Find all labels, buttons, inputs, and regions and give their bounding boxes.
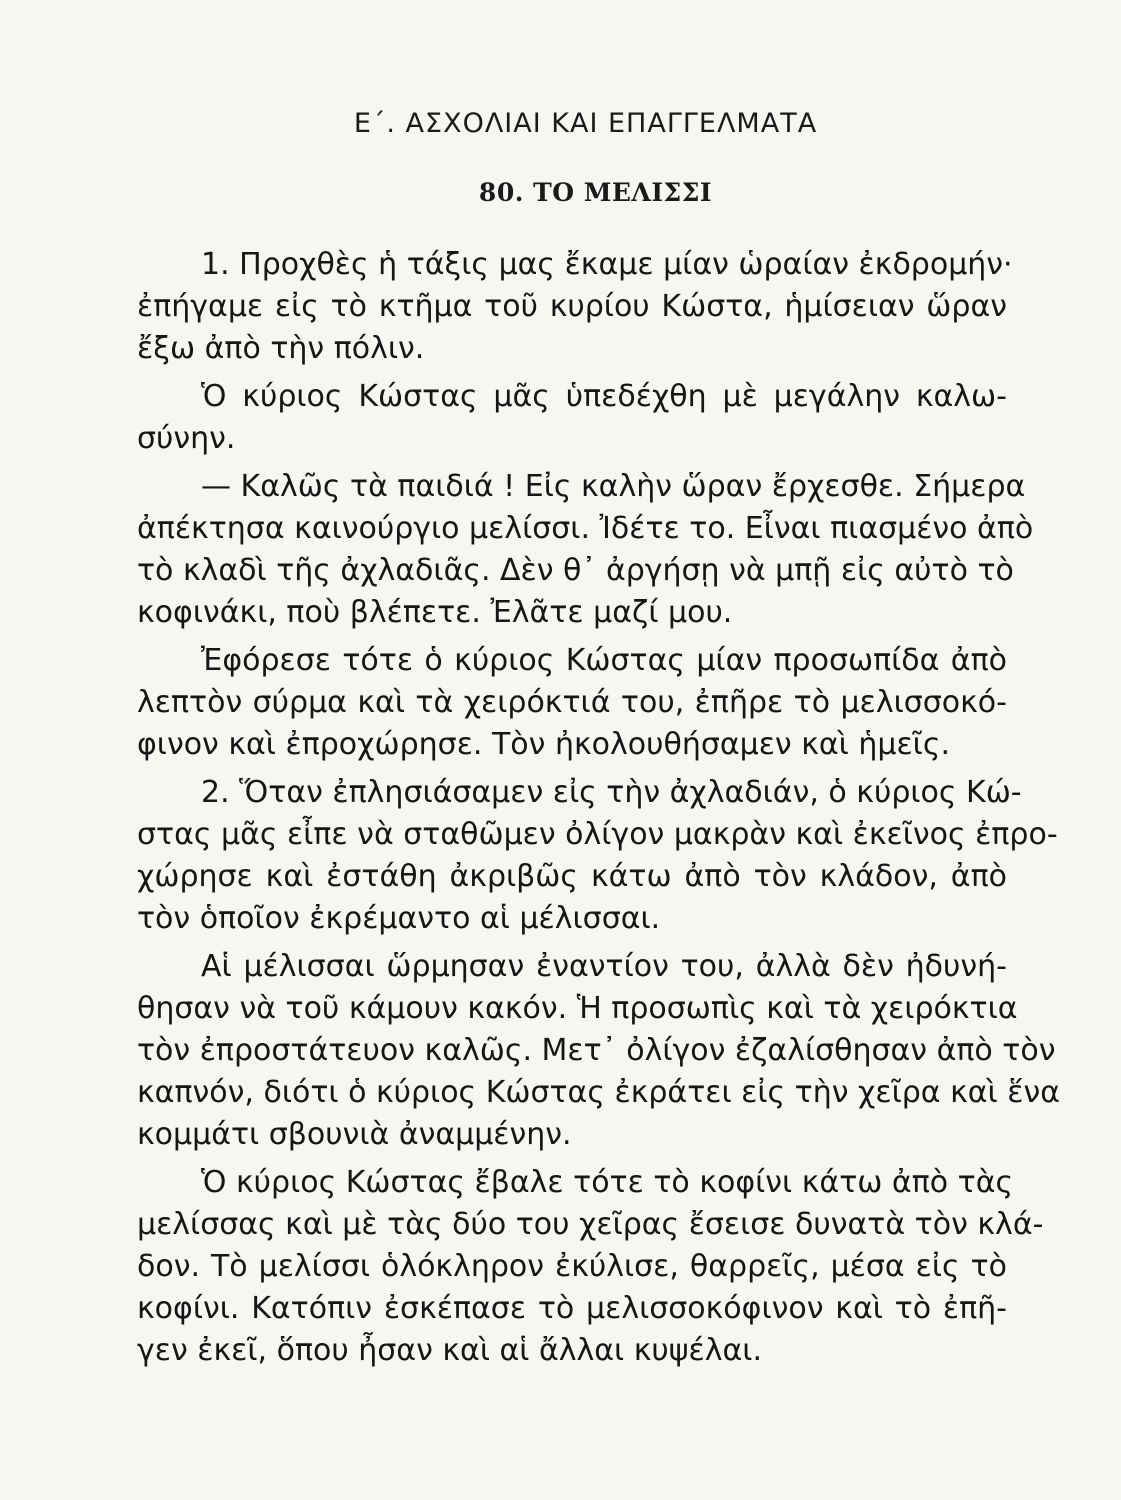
text-line: δον. Τὸ μελίσσι ὁλόκληρον ἐκύλισε, θαρρεῖς, μέσα εἰς τὸ <box>137 1249 1007 1284</box>
text-line: σύνην. <box>137 421 236 456</box>
text-line: Ἐφόρεσε τότε ὁ κύριος Κώστας μίαν προσωπίδα ἀπὸ <box>201 643 1007 678</box>
text-line: Ὁ κύριος Κώστας ἔβαλε τότε τὸ κοφίνι κάτω ἀπὸ τὰς <box>201 1165 1014 1200</box>
text-line: μελίσσας καὶ μὲ τὰς δύο του χεῖρας ἔσεισε δυνατὰ τὸν κλά- <box>137 1207 1044 1242</box>
text-line: τὸν ἐπροστάτευον καλῶς. Μετ᾽ ὀλίγον ἐζαλίσθησαν ἀπὸ τὸν <box>137 1033 1056 1068</box>
paragraph <box>137 640 1007 766</box>
section-title: Ε΄. ΑΣΧΟΛΙΑΙ ΚΑΙ ΕΠΑΓΓΕΛΜΑΤΑ <box>353 108 818 139</box>
text-line: ἐπήγαμε εἰς τὸ κτῆμα τοῦ κυρίου Κώστα, ἡμίσειαν ὥραν <box>137 289 1007 324</box>
paragraph <box>137 1162 1044 1372</box>
paragraph <box>137 946 1060 1156</box>
text-line: Αἱ μέλισσαι ὥρμησαν ἐναντίον του, ἀλλὰ δὲν ἠδυνή- <box>201 949 1007 984</box>
text-line: κοφινάκι, ποὺ βλέπετε. Ἐλᾶτε μαζί μου. <box>137 595 733 630</box>
body-text <box>137 244 1060 1372</box>
text-line: καπνόν, διότι ὁ κύριος Κώστας ἐκράτει εἰς τὴν χεῖρα καὶ ἕνα <box>137 1075 1060 1110</box>
text-line: κοφίνι. Κατόπιν ἐσκέπασε τὸ μελισσοκόφινον καὶ τὸ ἐπῆ- <box>137 1291 1007 1326</box>
text-line: τὸ κλαδὶ τῆς ἀχλαδιᾶς. Δὲν θ᾽ ἀργήσῃ νὰ μπῇ εἰς αὐτὸ τὸ <box>137 553 1014 588</box>
text-line: στας μᾶς εἶπε νὰ σταθῶμεν ὀλίγον μακρὰν καὶ ἐκεῖνος ἐπρο- <box>137 817 1058 852</box>
text-line: τὸν ὁποῖον ἐκρέμαντο αἱ μέλισσαι. <box>137 901 661 936</box>
text-line: — Καλῶς τὰ παιδιά ! Εἰς καλὴν ὥραν ἔρχεσθε. Σήμερα <box>201 469 1026 504</box>
lesson-title: 80. ΤΟ ΜΕΛΙΣΣΙ <box>478 178 713 207</box>
text-line: κομμάτι σβουνιὰ ἀναμμένην. <box>137 1117 572 1152</box>
text-line: ἔξω ἀπὸ τὴν πόλιν. <box>137 331 425 366</box>
paragraph <box>137 466 1034 634</box>
text-line: χώρησε καὶ ἐστάθη ἀκριβῶς κάτω ἀπὸ τὸν κλάδον, ἀπὸ <box>137 859 1007 894</box>
text-line: 2. Ὅταν ἐπλησιάσαμεν εἰς τὴν ἀχλαδιάν, ὁ κύριος Κώ- <box>201 775 1022 810</box>
paragraph <box>137 376 1007 460</box>
text-line: Ὁ κύριος Κώστας μᾶς ὑπεδέχθη μὲ μεγάλην καλω- <box>201 379 1007 414</box>
paragraph <box>137 244 1013 370</box>
text-line: φινον καὶ ἐπροχώρησε. Τὸν ἠκολουθήσαμεν καὶ ἡμεῖς. <box>137 727 950 762</box>
text-line: θησαν νὰ τοῦ κάμουν κακόν. Ἡ προσωπὶς καὶ τὰ χειρόκτια <box>137 991 1018 1026</box>
text-line: λεπτὸν σύρμα καὶ τὰ χειρόκτιά του, ἐπῆρε τὸ μελισσοκό- <box>137 685 1007 720</box>
text-line: 1. Προχθὲς ἡ τάξις μας ἔκαμε μίαν ὡραίαν ἐκδρομήν· <box>201 247 1013 282</box>
text-line: ἀπέκτησα καινούργιο μελίσσι. Ἰδέτε το. Εἶναι πιασμένο ἀπὸ <box>137 511 1034 546</box>
paragraph <box>137 772 1058 940</box>
text-line: γεν ἐκεῖ, ὅπου ἦσαν καὶ αἱ ἄλλαι κυψέλαι. <box>137 1333 762 1368</box>
